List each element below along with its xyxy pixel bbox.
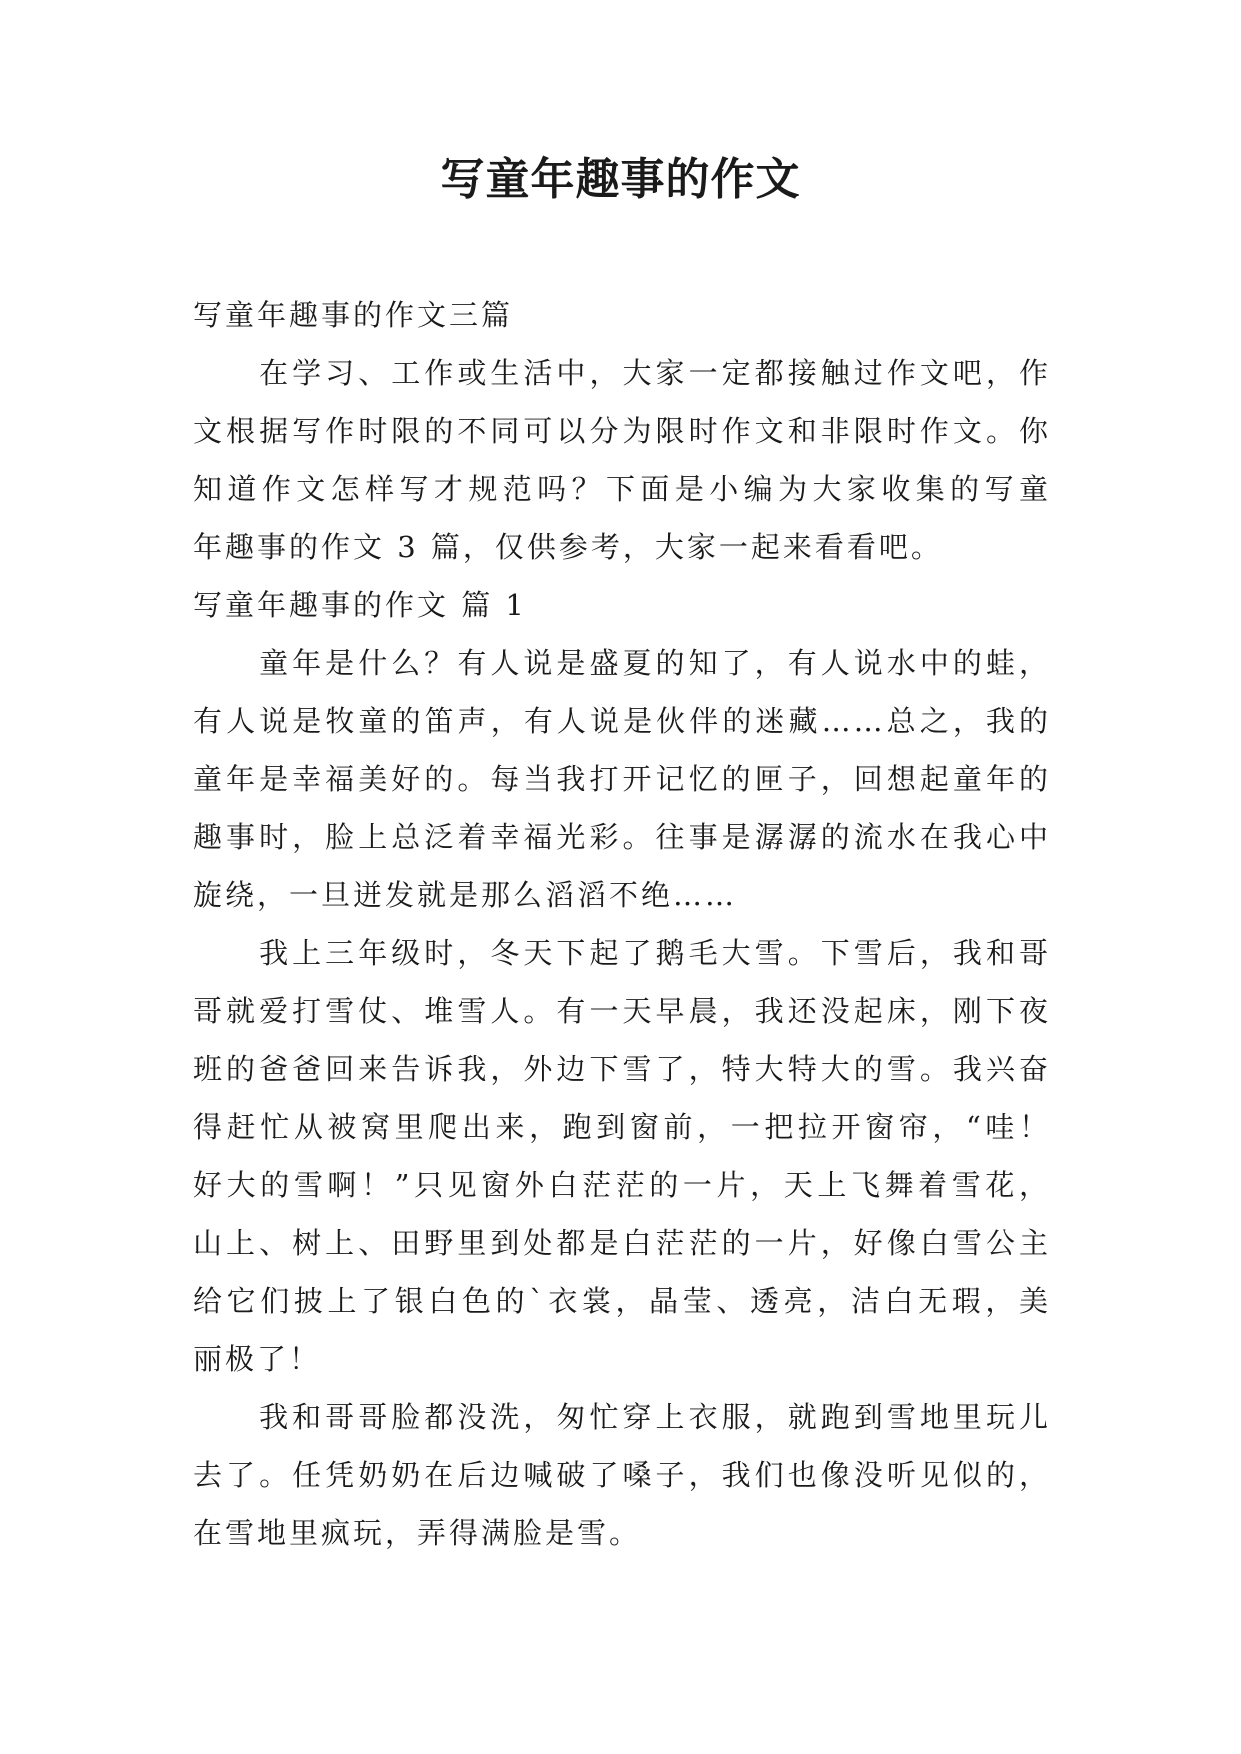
paragraph-line: 在学习、工作或生活中，大家一定都接触过作文吧，作 [193,356,1051,390]
body-paragraph [193,634,1051,924]
paragraph-line: 给它们披上了银白色的`衣裳，晶莹、透亮，洁白无瑕，美 [193,1284,1051,1318]
paragraph-line: 年趣事的作文 3 篇，仅供参考，大家一起来看看吧。 [193,530,943,564]
section-heading: 写童年趣事的作文 篇 1 [193,588,527,622]
paragraph-line: 得赶忙从被窝里爬出来，跑到窗前，一把拉开窗帘，“哇！ [193,1110,1051,1144]
document-title: 写童年趣事的作文 [440,154,801,205]
paragraph-line: 班的爸爸回来告诉我，外边下雪了，特大特大的雪。我兴奋 [193,1052,1051,1086]
paragraph-line: 去了。任凭奶奶在后边喊破了嗓子，我们也像没听见似的， [193,1458,1051,1492]
document-body [193,286,1051,1562]
paragraph-line: 趣事时，脸上总泛着幸福光彩。往事是潺潺的流水在我心中 [193,820,1051,854]
paragraph-line: 知道作文怎样写才规范吗？下面是小编为大家收集的写童 [193,472,1051,506]
body-paragraph [193,1388,1051,1562]
paragraph-line: 童年是幸福美好的。每当我打开记忆的匣子，回想起童年的 [193,762,1051,796]
paragraph-line: 山上、树上、田野里到处都是白茫茫的一片，好像白雪公主 [193,1226,1051,1260]
paragraph-line: 好大的雪啊！”只见窗外白茫茫的一片，天上飞舞着雪花， [193,1168,1051,1202]
body-paragraph [193,924,1051,1388]
paragraph-line: 在雪地里疯玩，弄得满脸是雪。 [193,1516,642,1550]
paragraph-line: 童年是什么？有人说是盛夏的知了，有人说水中的蛙， [193,646,1051,680]
intro-paragraph [193,344,1051,576]
paragraph-line: 我上三年级时，冬天下起了鹅毛大雪。下雪后，我和哥 [193,936,1051,970]
paragraph-line: 有人说是牧童的笛声，有人说是伙伴的迷藏……总之，我的 [193,704,1051,738]
subtitle: 写童年趣事的作文三篇 [193,298,514,332]
paragraph-line: 我和哥哥脸都没洗，匆忙穿上衣服，就跑到雪地里玩儿 [193,1400,1051,1434]
paragraph-line: 丽极了！ [193,1342,322,1376]
paragraph-line: 旋绕，一旦迸发就是那么滔滔不绝…… [193,878,738,912]
paragraph-line: 文根据写作时限的不同可以分为限时作文和非限时作文。你 [193,414,1051,448]
paragraph-line: 哥就爱打雪仗、堆雪人。有一天早晨，我还没起床，刚下夜 [193,994,1051,1028]
